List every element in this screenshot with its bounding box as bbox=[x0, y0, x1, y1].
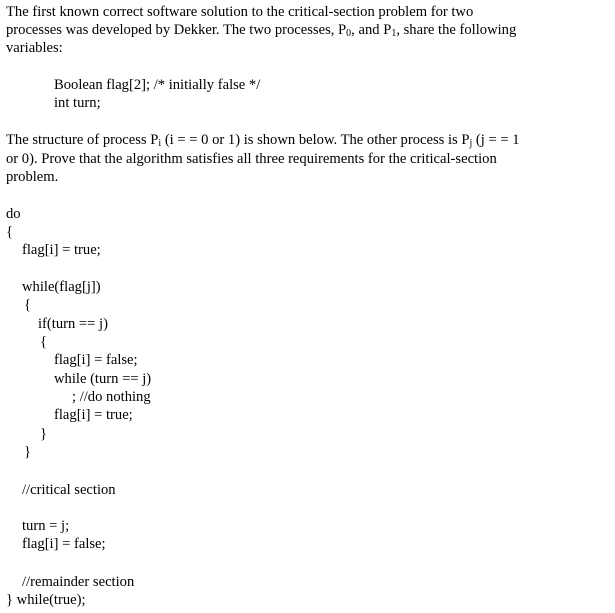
code-while-turn-text: while (turn == j) bbox=[54, 371, 152, 387]
code-do-nothing bbox=[72, 388, 151, 406]
structure-line-1 bbox=[6, 131, 520, 149]
code-while-open bbox=[24, 296, 31, 314]
code-flag-true-2 bbox=[54, 406, 133, 424]
intro-line-3 bbox=[6, 39, 63, 57]
code-critical-section bbox=[22, 481, 116, 499]
code-open-brace-text: { bbox=[6, 224, 14, 240]
code-turn-assign-text: turn = j; bbox=[22, 518, 70, 534]
code-while-turn bbox=[54, 370, 151, 388]
subscript-j: j bbox=[469, 138, 473, 149]
code-if-open bbox=[40, 333, 47, 351]
code-while-flag-text: while(flag[j]) bbox=[22, 279, 101, 295]
code-while-close bbox=[24, 443, 31, 461]
code-do-text: do bbox=[6, 206, 21, 222]
code-end-text: } while(true); bbox=[6, 592, 86, 608]
intro-line-2-text-b: , and P bbox=[351, 22, 392, 38]
structure-line-1-text-b: (i = = 0 or 1) is shown below. The other process is P bbox=[161, 132, 470, 148]
intro-line-1 bbox=[6, 3, 473, 21]
code-do bbox=[6, 205, 21, 223]
var-turn-declaration bbox=[54, 94, 101, 112]
structure-line-1-text-c: (j = = 1 bbox=[472, 132, 520, 148]
structure-line-1-text-a: The structure of process P bbox=[6, 132, 159, 148]
code-flag-false-2 bbox=[22, 535, 106, 553]
code-while-flag bbox=[22, 278, 101, 296]
subscript-1: 1 bbox=[391, 28, 397, 39]
code-do-nothing-text: ; //do nothing bbox=[72, 389, 151, 405]
var-flag-declaration bbox=[54, 76, 260, 94]
code-flag-false-1-text: flag[i] = false; bbox=[54, 352, 138, 368]
structure-line-3-text: problem. bbox=[6, 169, 59, 185]
subscript-i: i bbox=[158, 138, 162, 149]
intro-line-2-text-a: processes was developed by Dekker. The two processes, P bbox=[6, 22, 347, 38]
code-flag-false-2-text: flag[i] = false; bbox=[22, 536, 106, 552]
code-if-close bbox=[40, 425, 47, 443]
code-remainder-section bbox=[22, 573, 134, 591]
code-turn-assign bbox=[22, 517, 69, 535]
code-remainder-text: //remainder section bbox=[22, 574, 135, 590]
code-if-open-text: { bbox=[40, 334, 48, 350]
intro-line-3-text: variables: bbox=[6, 40, 63, 56]
code-flag-true-1 bbox=[22, 241, 101, 259]
code-if-turn-text: if(turn == j) bbox=[38, 316, 108, 332]
structure-line-2-text: or 0). Prove that the algorithm satisfies all three requirements for the critical-section bbox=[6, 151, 497, 167]
code-flag-false-1 bbox=[54, 351, 138, 369]
structure-line-2 bbox=[6, 150, 497, 168]
code-critical-text: //critical section bbox=[22, 482, 116, 498]
intro-line-2 bbox=[6, 21, 516, 39]
code-end bbox=[6, 591, 86, 609]
code-if-close-text: } bbox=[40, 426, 48, 442]
intro-line-2-text-c: , share the following bbox=[396, 22, 517, 38]
structure-line-3 bbox=[6, 168, 58, 186]
code-if-turn bbox=[38, 315, 108, 333]
code-flag-true-2-text: flag[i] = true; bbox=[54, 407, 133, 423]
intro-line-1-text: The first known correct software solution to the critical-section problem for two bbox=[6, 4, 474, 20]
subscript-0: 0 bbox=[346, 28, 352, 39]
code-flag-true-1-text: flag[i] = true; bbox=[22, 242, 101, 258]
code-while-close-text: } bbox=[24, 444, 32, 460]
code-while-open-text: { bbox=[24, 297, 32, 313]
code-open-brace bbox=[6, 223, 13, 241]
var-turn-text: int turn; bbox=[54, 95, 101, 111]
var-flag-text: Boolean flag[2]; /* initially false */ bbox=[54, 77, 261, 93]
